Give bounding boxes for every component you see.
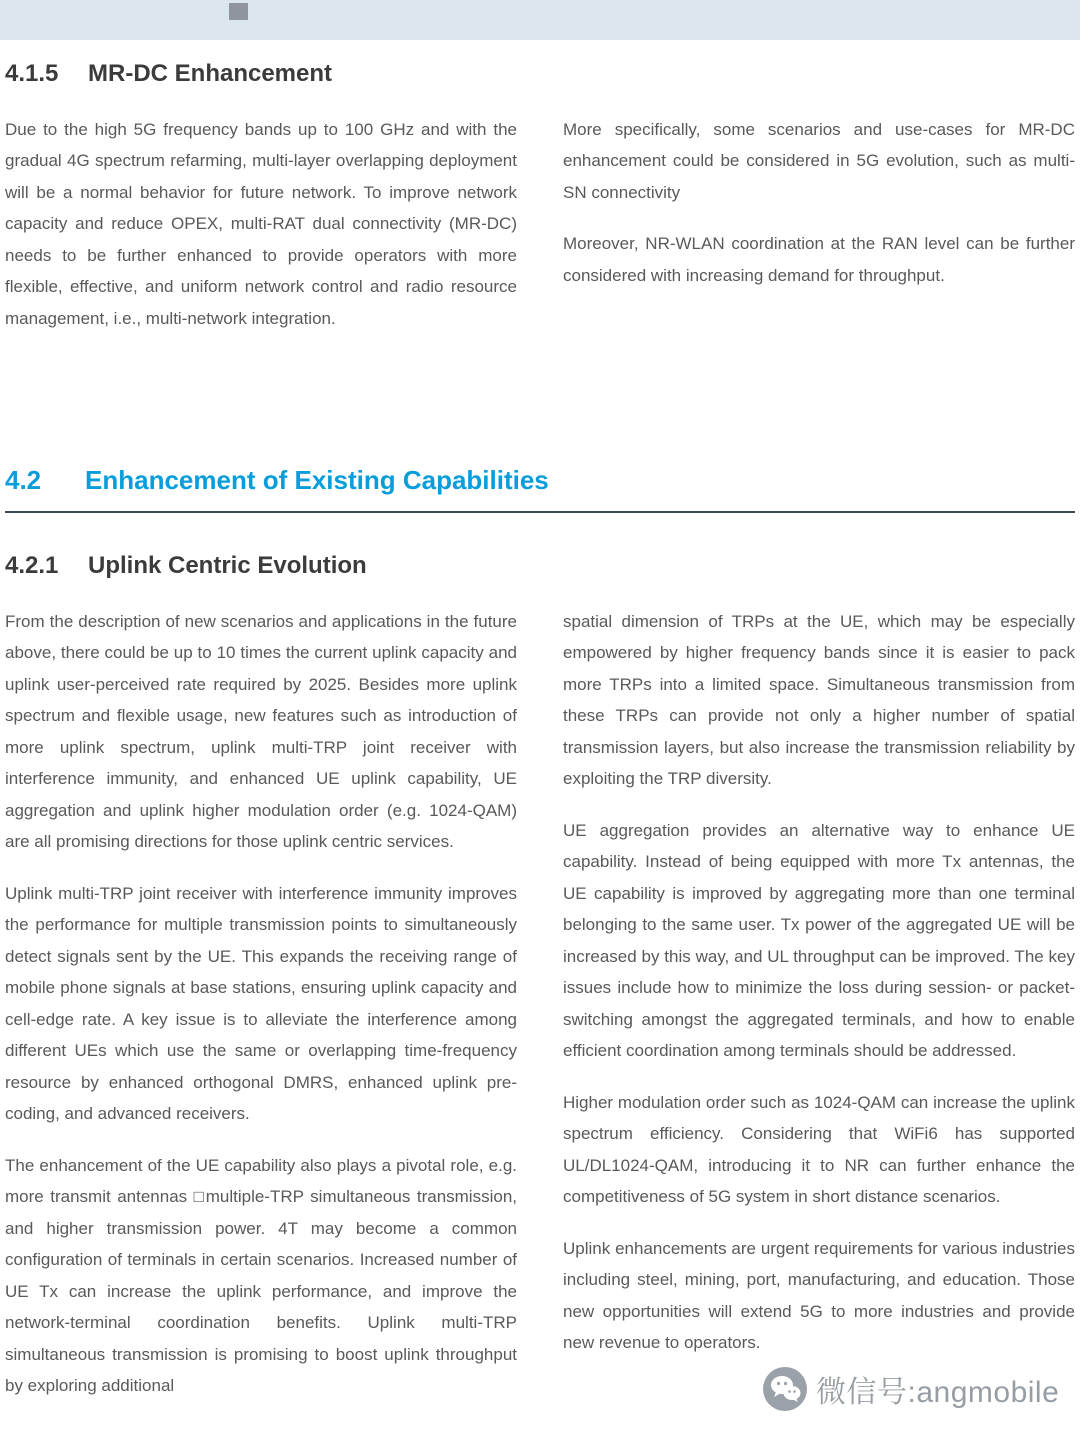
two-column-layout xyxy=(5,114,1075,335)
section-number: 4.2 xyxy=(5,465,42,495)
paragraph: The enhancement of the UE capability also plays a pivotal role, e.g. more transmit antennas □multiple-TRP simultaneous transmission, and higher transmission power. 4T may become a common configuration of terminals in certain scenarios. Increased number of UE Tx can increase the uplink performance, and improve the network-terminal coordination benefits. Uplink multi-TRP simultaneous transmission is promising to boost uplink throughput by exploring additional xyxy=(5,1155,517,1396)
paragraph: Uplink enhancements are urgent requirements for various industries including steel, mining, port, manufacturing, and education. Those new opportunities will extend 5G to more industries and provide new revenue to operators. xyxy=(563,1238,1075,1353)
paragraph: Moreover, NR-WLAN coordination at the RAN level can be further considered with increasing demand for throughput. xyxy=(563,234,1075,285)
section-4-2 xyxy=(5,466,1075,513)
watermark xyxy=(762,1366,1059,1412)
top-square-artifact xyxy=(229,3,248,20)
section-4-1-5-heading xyxy=(5,60,1075,88)
section-title: Enhancement of Existing Capabilities xyxy=(85,465,549,495)
paragraph: spatial dimension of TRPs at the UE, which may be especially empowered by higher frequency bands since it is easier to pack more TRPs into a limited space. Simultaneous transmission from these TRPs can provide not only a higher number of spatial transmission layers, but also increase the transmission reliability by exploiting the TRP diversity. xyxy=(563,611,1075,789)
right-column xyxy=(563,606,1075,1402)
section-number: 4.2.1 xyxy=(5,552,59,579)
left-column xyxy=(5,114,517,335)
paragraph: Higher modulation order such as 1024-QAM can increase the uplink spectrum efficiency. Considering that WiFi6 has supported UL/DL1024-QAM, introducing it to NR can further enhance the competitiveness of 5G system in short distance scenarios. xyxy=(563,1092,1075,1207)
wechat-icon xyxy=(762,1366,808,1412)
paragraph: From the description of new scenarios and applications in the future above, there could be up to 10 times the current uplink capacity and uplink user-perceived rate required by 2025. Besides more uplink spectrum and flexible usage, new features such as introduction of more uplink spectrum, uplink multi-TRP joint receiver with interference immunity, and enhanced UE uplink capability, UE aggregation and uplink higher modulation order (e.g. 1024-QAM) are all promising directions for those uplink centric services. xyxy=(5,611,517,852)
section-4-2-1-heading xyxy=(5,552,1075,580)
watermark-text: 微信号:angmobile xyxy=(816,1376,1060,1409)
paragraph: Uplink multi-TRP joint receiver with interference immunity improves the performance for multiple transmission points to simultaneously detect signals sent by the UE. This expands the receiving range of mobile phone signals at base stations, ensuring uplink capacity and cell-edge rate. A key issue is to alleviate the interference among different UEs which use the same or overlapping time-frequency resource by enhanced orthogonal DMRS, enhanced uplink pre-coding, and advanced receivers. xyxy=(5,883,517,1124)
top-margin-band xyxy=(0,0,1080,40)
paragraph: UE aggregation provides an alternative way to enhance UE capability. Instead of being equipped with more Tx antennas, the UE capability is improved by aggregating more than one terminal belonging to the same user. Tx power of the aggregated UE will be increased by this way, and UL throughput can be improved. The key issues include how to minimize the loss during session- or packet-switching amongst the aggregated terminals, and how to enable efficient coordination among terminals should be addressed. xyxy=(563,820,1075,1061)
section-title: Uplink Centric Evolution xyxy=(88,552,367,579)
section-title: MR-DC Enhancement xyxy=(88,60,333,87)
section-4-2-1 xyxy=(5,552,1075,1402)
section-4-1-5 xyxy=(5,60,1075,334)
paragraph: More specifically, some scenarios and use-cases for MR-DC enhancement could be considered in 5G evolution, such as multi-SN connectivity xyxy=(563,119,1075,202)
right-column xyxy=(563,114,1075,335)
two-column-layout xyxy=(5,606,1075,1402)
left-column xyxy=(5,606,517,1402)
section-number: 4.1.5 xyxy=(5,60,59,87)
paragraph: Due to the high 5G frequency bands up to 100 GHz and with the gradual 4G spectrum refarming, multi-layer overlapping deployment will be a normal behavior for future network. To improve network capacity and reduce OPEX, multi-RAT dual connectivity (MR-DC) needs to be further enhanced to provide operators with more flexible, effective, and uniform network control and radio resource management, i.e., multi-network integration. xyxy=(5,119,517,328)
section-4-2-heading xyxy=(5,466,1075,513)
